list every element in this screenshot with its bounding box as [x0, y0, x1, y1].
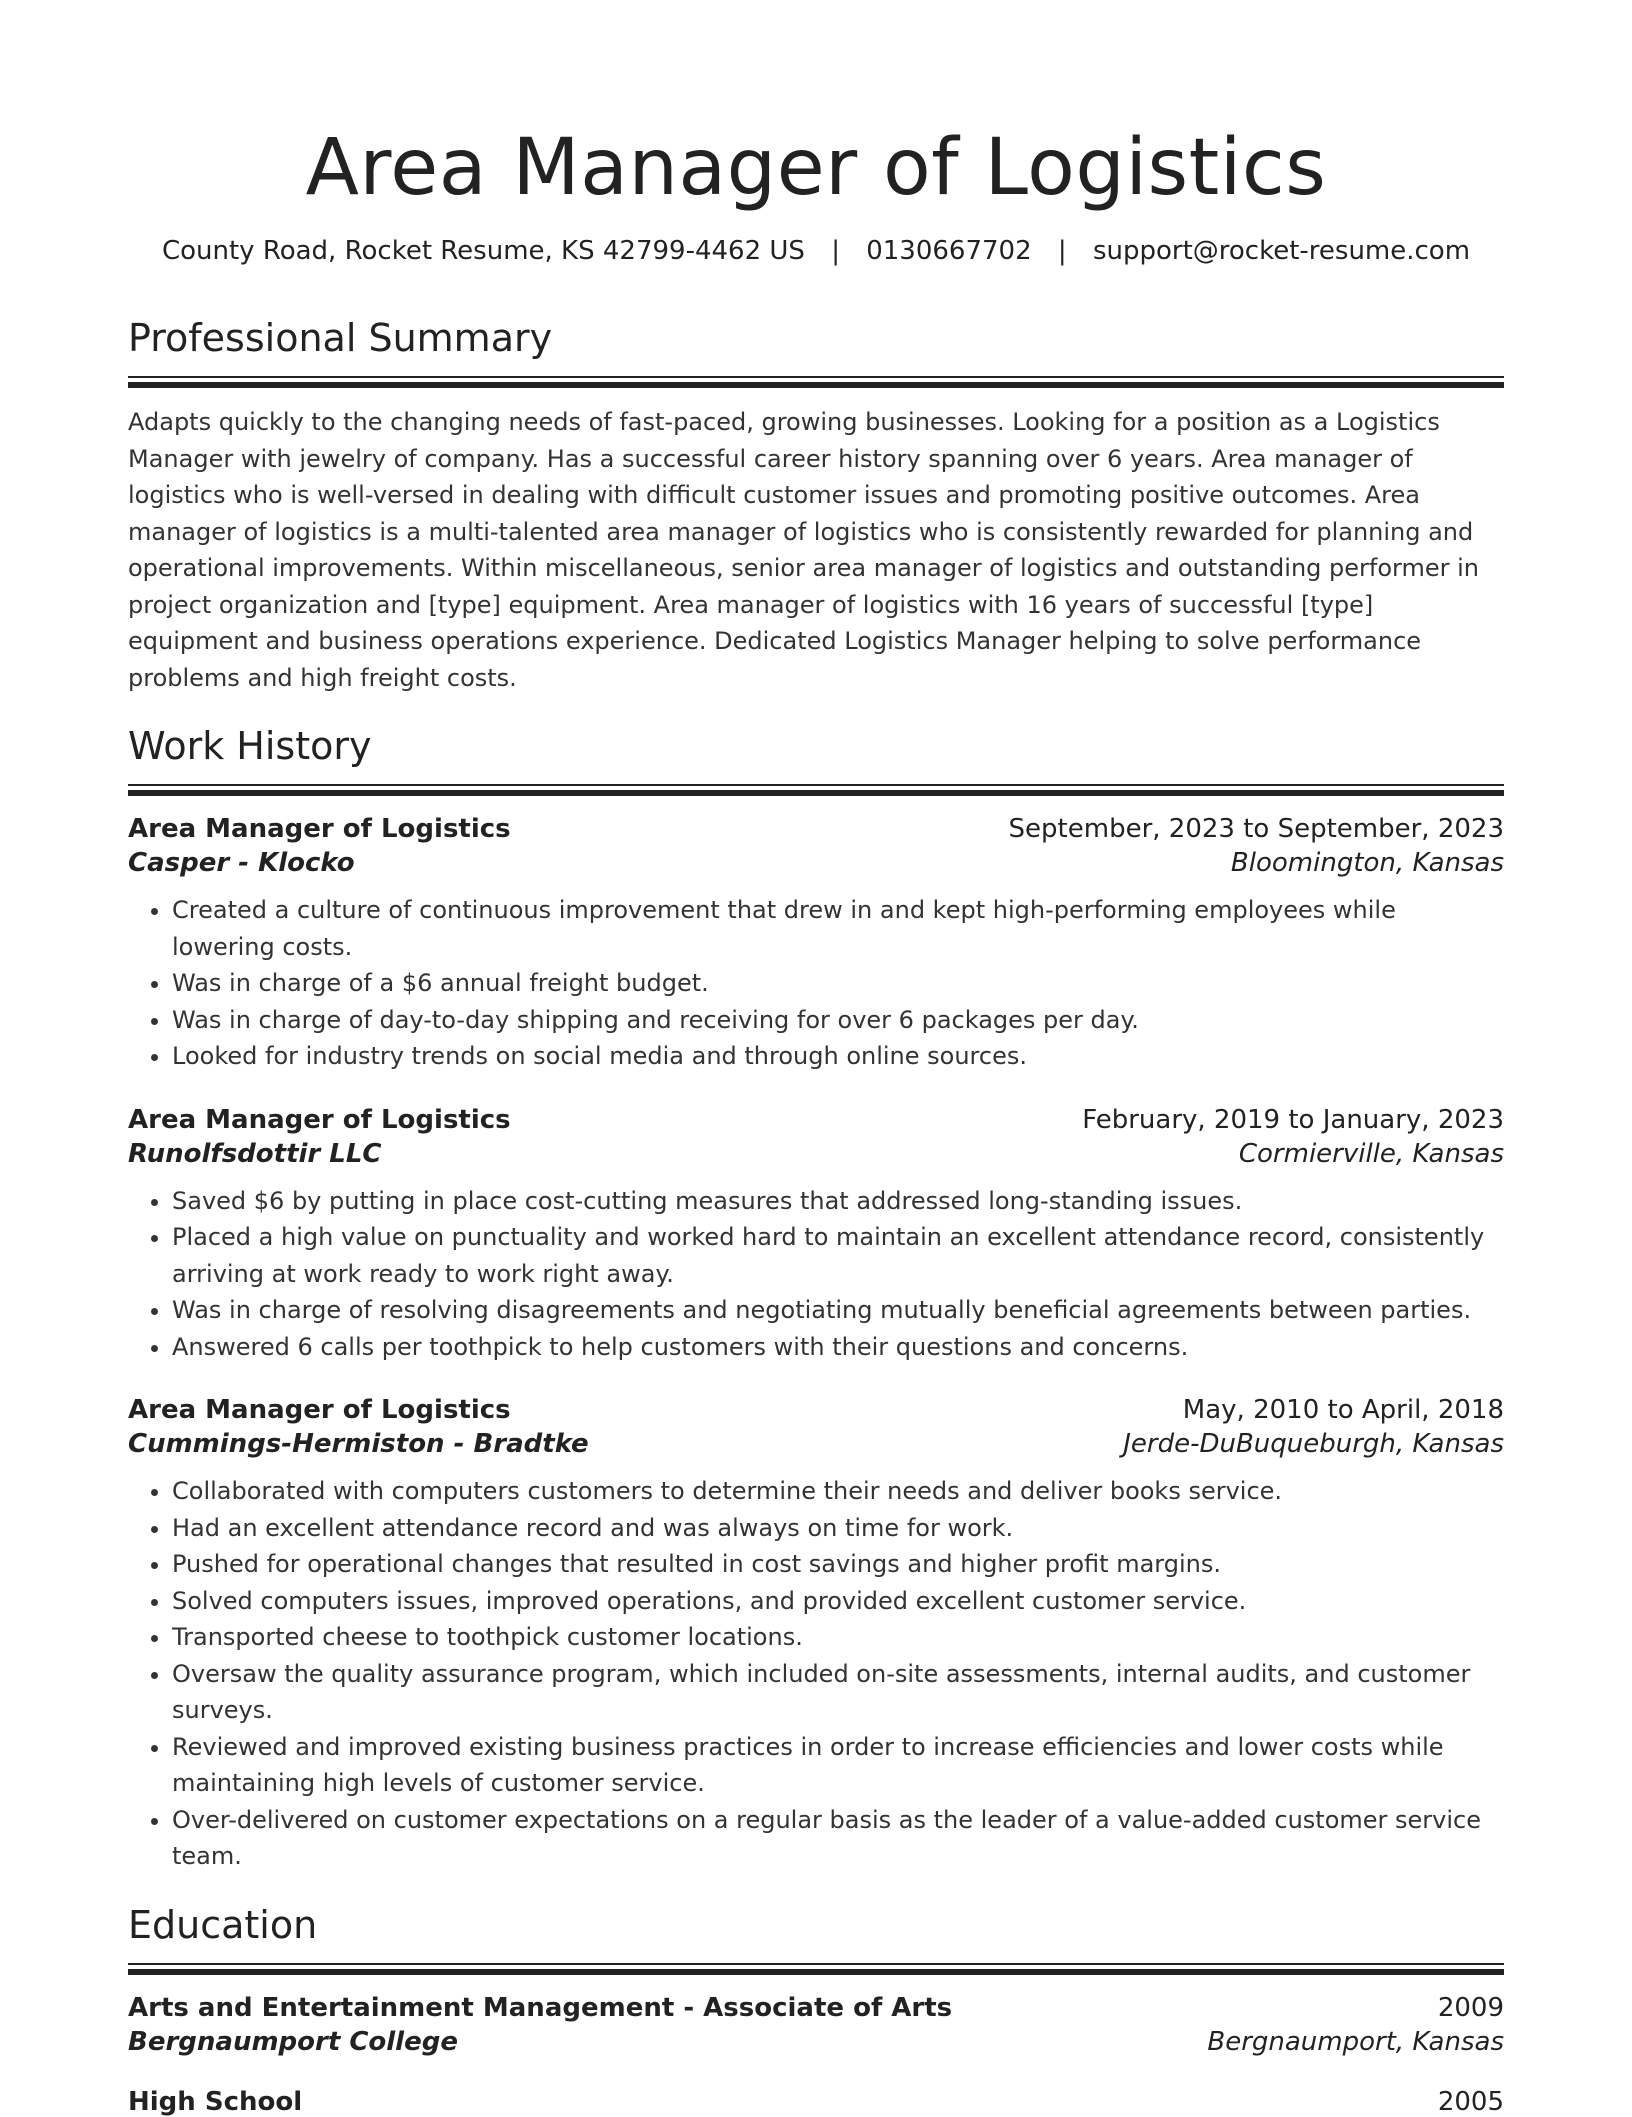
education-year: 2005	[1437, 2086, 1504, 2117]
list-item: • Pushed for operational changes that resulted in cost savings and higher profit margins.	[172, 1546, 1504, 1583]
job-company: Casper - Klocko	[128, 848, 355, 878]
job-location: Jerde-DuBuqueburgh, Kansas	[1123, 1429, 1504, 1459]
list-item: • Looked for industry trends on social media and through online sources.	[172, 1038, 1504, 1075]
education-header	[128, 1993, 1504, 2023]
job-dates: February, 2019 to January, 2023	[1082, 1104, 1504, 1135]
contact-address: County Road, Rocket Resume, KS 42799-4462 US	[161, 236, 805, 266]
job-company: Cummings-Hermiston - Bradtke	[128, 1429, 589, 1459]
list-item: • Created a culture of continuous improvement that drew in and kept high-performing employees while lowering costs.	[172, 892, 1504, 965]
job-entry	[128, 814, 1504, 1075]
job-bullets	[128, 1473, 1504, 1875]
education-degree: High School	[128, 2086, 303, 2117]
job-location: Cormierville, Kansas	[1238, 1138, 1504, 1169]
job-entry	[128, 1395, 1504, 1875]
contact-phone: 0130667702	[866, 236, 1032, 266]
section-title-work-history: Work History	[128, 724, 372, 768]
list-item: • Was in charge of a $6 annual freight budget.	[172, 965, 1504, 1002]
list-item: • Placed a high value on punctuality and worked hard to maintain an excellent attendance record, consistently arriving at work ready to work right away.	[172, 1219, 1504, 1292]
job-subheader	[128, 848, 1504, 878]
job-header	[128, 814, 1504, 844]
job-location: Bloomington, Kansas	[1230, 848, 1504, 878]
job-title: Area Manager of Logistics	[128, 1104, 511, 1135]
education-location: Bergnaumport, Kansas	[1207, 2026, 1504, 2057]
education-school: Bergnaumport College	[128, 2026, 458, 2057]
list-item: • Solved computers issues, improved operations, and provided excellent customer service.	[172, 1583, 1504, 1620]
education-entry	[128, 1993, 1504, 2057]
job-bullets	[128, 1183, 1504, 1366]
job-header	[128, 1105, 1504, 1135]
contact-line	[128, 234, 1504, 268]
section-title-education: Education	[128, 1902, 318, 1947]
work-history-section	[128, 722, 1504, 1875]
job-subheader	[128, 1139, 1504, 1169]
summary-section	[128, 314, 1504, 696]
list-item: • Over-delivered on customer expectations on a regular basis as the leader of a value-added customer service team.	[172, 1802, 1504, 1875]
job-subheader	[128, 1429, 1504, 1459]
resume-page	[128, 0, 1504, 2117]
list-item: • Was in charge of resolving disagreements and negotiating mutually beneficial agreements between parties.	[172, 1292, 1504, 1329]
job-entry	[128, 1105, 1504, 1366]
contact-separator: |	[1057, 236, 1067, 266]
job-title: Area Manager of Logistics	[128, 814, 511, 844]
education-header	[128, 2087, 1504, 2117]
summary-text: Adapts quickly to the changing needs of fast-paced, growing businesses. Looking for a position as a Logistics Manager with jewelry of company. Has a successful career history spanning over 6 years. Area manager of logistics who is well-versed in dealing with difficult customer issues and promoting positive outcomes. Area manager of logistics is a multi-talented area manager of logistics who is consistently rewarded for planning and operational improvements. Within miscellaneous, senior area manager of logistics and outstanding performer in project organization and [type] equipment. Area manager of logistics with 16 years of successful [type] equipment and business operations experience. Dedicated Logistics Manager helping to solve performance problems and high freight costs.	[128, 408, 1479, 692]
resume-name: Area Manager of Logistics	[305, 123, 1327, 213]
education-entry	[128, 2087, 1504, 2117]
job-company: Runolfsdottir LLC	[128, 1138, 382, 1169]
list-item: • Saved $6 by putting in place cost-cutting measures that addressed long-standing issues.	[172, 1183, 1504, 1220]
list-item: • Transported cheese to toothpick customer locations.	[172, 1619, 1504, 1656]
job-bullets	[128, 892, 1504, 1075]
section-divider	[128, 1963, 1504, 1975]
job-header	[128, 1395, 1504, 1425]
job-dates: May, 2010 to April, 2018	[1182, 1395, 1504, 1425]
section-divider	[128, 784, 1504, 796]
job-title: Area Manager of Logistics	[128, 1395, 511, 1425]
contact-email: support@rocket-resume.com	[1092, 236, 1471, 266]
list-item: • Had an excellent attendance record and was always on time for work.	[172, 1510, 1504, 1547]
list-item: • Answered 6 calls per toothpick to help customers with their questions and concerns.	[172, 1329, 1504, 1366]
education-year: 2009	[1437, 1992, 1504, 2023]
list-item: • Was in charge of day-to-day shipping and receiving for over 6 packages per day.	[172, 1002, 1504, 1039]
section-divider	[128, 376, 1504, 388]
list-item: • Oversaw the quality assurance program, which included on-site assessments, internal audits, and customer surveys.	[172, 1656, 1504, 1729]
list-item: • Reviewed and improved existing business practices in order to increase efficiencies and lower costs while maintaining high levels of customer service.	[172, 1729, 1504, 1802]
education-degree: Arts and Entertainment Management - Associate of Arts	[128, 1992, 953, 2023]
list-item: • Collaborated with computers customers to determine their needs and deliver books service.	[172, 1473, 1504, 1510]
education-subheader	[128, 2027, 1504, 2057]
section-title-summary: Professional Summary	[128, 316, 553, 360]
job-dates: September, 2023 to September, 2023	[1008, 814, 1504, 844]
education-section	[128, 1901, 1504, 2117]
contact-separator: |	[831, 236, 840, 266]
